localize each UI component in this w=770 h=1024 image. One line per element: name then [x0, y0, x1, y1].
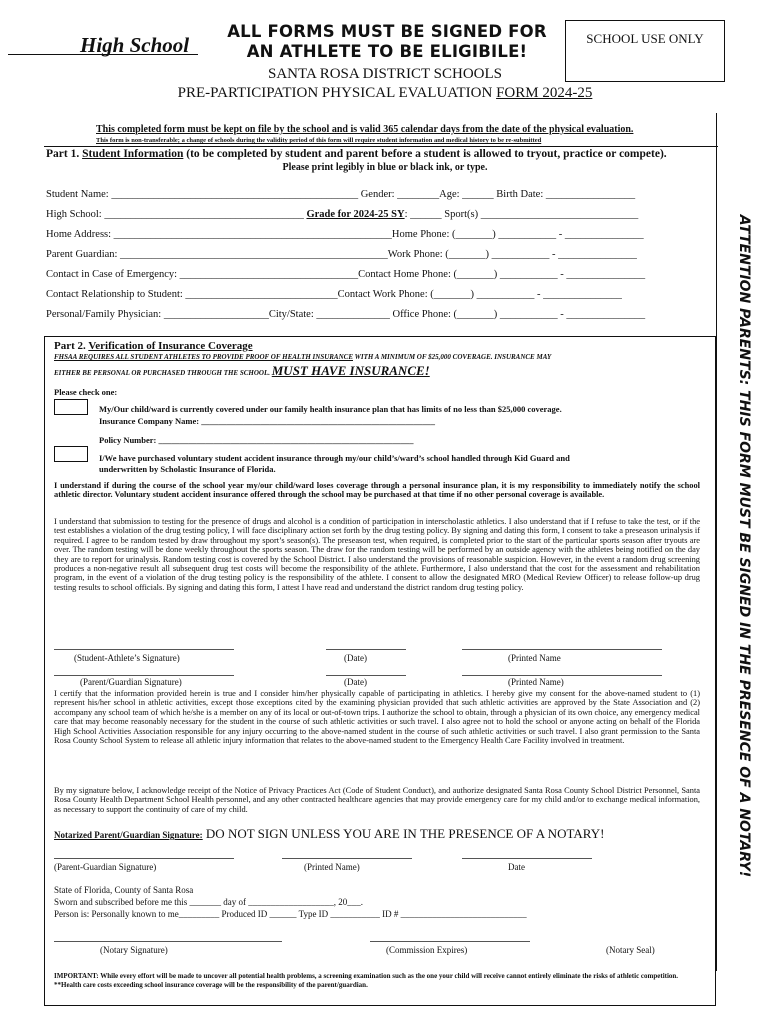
- student-printed-label: (Printed Name: [508, 653, 561, 663]
- field-row-contact-relationship[interactable]: Contact Relationship to Student: _____________________________Contact Work Phone: (_______) ___________ - _______________: [46, 289, 622, 300]
- parent-signature-label: (Parent/Guardian Signature): [80, 677, 182, 687]
- certify-paragraph: I certify that the information provided herein is true and I consider him/her physically capable of participating in athletics. I hereby give my consent for the above-named student to (1) represent his/her school in athletic activities, except those exceptions cited by the examining physician provided that such athletic activities are approved by the State Association and (2) accompany any school team of which he/she is a member on any of its local or out-of-town trips. I authorize the school to obtain, through a physician of its own choice, any emergency medical care that may become reasonably necessary for the student in the course of such athletic activities or such travel. I also agree not to hold the school or anyone acting on behalf of the Florida High School Activities Association responsible for any injury occurring to the above-named student in the course of such athletic activities or such travel. I also grant permission to the Santa Rosa County School System to release all athletic injury information that relates to the above-named student to the Emergency Health Care Facility involved in treatment.: [54, 689, 700, 746]
- header-divider: [44, 146, 718, 147]
- part2-label: Part 2.: [54, 340, 89, 352]
- notary-date-line[interactable]: [462, 858, 592, 859]
- please-check-one: Please check one:: [54, 387, 118, 397]
- notary-attention-vertical-notice: ATTENTION PARENTS: THIS FORM MUST BE SIGNED IN THE PRESENCE OF A NOTARY!: [736, 214, 752, 878]
- parent-printed-label: (Printed Name): [508, 677, 564, 687]
- print-legibly-note: Please print legibly in blue or black ink, or type.: [282, 162, 488, 173]
- commission-expires-line[interactable]: [370, 941, 530, 942]
- form-title-prefix: PRE-PARTICIPATION PHYSICAL EVALUATION: [177, 85, 497, 101]
- state-county: State of Florida, County of Santa Rosa: [54, 885, 194, 895]
- notary-signature-label: (Notary Signature): [100, 945, 168, 955]
- notary-seal-label: (Notary Seal): [606, 945, 655, 955]
- coverage-loss-paragraph: I understand if during the course of the school year my/our child/ward loses coverage through a personal insurance plan, it is my responsibility to immediately notify the school athletic director. Voluntary student accident insurance offered through the school may be purchased at that time if no other personal coverage is available.: [54, 481, 700, 500]
- notarized-heading: [54, 826, 604, 843]
- grade-sport-fields[interactable]: : ______ Sport(s) ______________________________: [404, 209, 639, 220]
- field-row-high-school[interactable]: [46, 209, 638, 220]
- part1-heading: [46, 148, 667, 160]
- notarized-label: Notarized Parent/Guardian Signature:: [54, 830, 203, 840]
- insurance-company-field[interactable]: Insurance Company Name: _______________________________________________________: [99, 416, 435, 426]
- either-text: EITHER BE PERSONAL OR PURCHASED THROUGH THE SCHOOL.: [54, 369, 272, 377]
- notary-printed-name-line[interactable]: [282, 858, 412, 859]
- drug-testing-paragraph: I understand that submission to testing for the presence of drugs and alcohol is a condition of participation in interscholastic athletics. I also understand that if I refuse to take the test, or if the test establishes a violation of the drug testing policy, I will face disciplinary action set forth by the drug testing policy. By signing and dating this form, I consent to take a preseason urinalysis if required. I agree to be random tested by draw throughout my sport’s season(s). The preseason test, when required, is completed prior to the start of the particular sports season after tryouts are over. The random testing will be done weekly throughout the sports season. The draw for the random testing will be performed by an outside agency with the athletes being notified on the day they are to report for urinalysis. Random testing cost is covered by the School District. I also understand the provisions of reasonable suspicion. However, in the event a random drug screening produces a non-negative result all subsequent drug test costs will become the responsibility of the athlete. Furthermore, I also understand that the cost for the assessment and rehabilitation program, in the event of a violation of the drug testing policy is the responsibility of the athlete. I consent to allow the designated MRO (Medical Review Officer) to release follow-up drug testing results to school officials. By signing and dating this form, I attest I have read and understand the district random drug testing policy.: [54, 517, 700, 592]
- keep-on-file-notice: This completed form must be kept on file by the school and is valid 365 calendar days from the date of the physical evaluation.: [96, 124, 634, 135]
- form-title-year: FORM 2024-25: [496, 85, 593, 101]
- fhsaa-underlined: FHSAA REQUIRES ALL STUDENT ATHLETES TO PROVIDE PROOF OF HEALTH INSURANCE: [54, 353, 353, 361]
- grade-label: Grade for 2024-25 SY: [306, 209, 405, 220]
- student-signature-line[interactable]: [54, 649, 234, 650]
- field-row-home-address[interactable]: Home Address: _____________________________________________________Home Phone: (_______) ___________ - _______________: [46, 229, 644, 240]
- insurance-either-line: [54, 363, 430, 378]
- signature-required-banner: [212, 22, 562, 62]
- field-row-student-name[interactable]: Student Name: _______________________________________________ Gender: ________Age: ______ Birth Date: _________________: [46, 189, 636, 200]
- fhsaa-requirement: [54, 352, 551, 362]
- district-title: SANTA ROSA DISTRICT SCHOOLS: [268, 66, 502, 82]
- parent-signature-line[interactable]: [54, 675, 234, 676]
- side-divider: [716, 113, 717, 971]
- checkbox-school-insurance[interactable]: [54, 446, 88, 462]
- notary-printed-name-label: (Printed Name): [304, 862, 360, 872]
- notary-parent-signature-label: (Parent-Guardian Signature): [54, 862, 157, 872]
- high-school-field[interactable]: High School: ______________________________________: [46, 209, 304, 220]
- banner-line-2: AN ATHLETE TO BE ELIGIBILE!: [246, 42, 528, 61]
- field-row-emergency-contact[interactable]: Contact in Case of Emergency: __________________________________Contact Home Phone: (_______) ___________ - _______________: [46, 269, 646, 280]
- fhsaa-rest: WITH A MINIMUM OF $25,000 COVERAGE. INSURANCE MAY: [353, 353, 552, 361]
- parent-printed-name-line[interactable]: [462, 675, 662, 676]
- parent-date-line[interactable]: [326, 675, 406, 676]
- student-date-label: (Date): [344, 653, 367, 663]
- sworn-subscribed-fields[interactable]: Sworn and subscribed before me this _______ day of ___________________, 20___.: [54, 897, 363, 907]
- important-notice: IMPORTANT: While every effort will be made to uncover all potential health problems, a screening examination such as the one your child will receive cannot entirely eliminate the risks of athletic competition. **Health care costs exceeding school insurance coverage will be the responsibility of the parent/guardian.: [54, 972, 679, 989]
- banner-line-1: ALL FORMS MUST BE SIGNED FOR: [227, 22, 547, 41]
- policy-number-field[interactable]: Policy Number: ____________________________________________________________: [99, 435, 414, 445]
- school-use-only-label: SCHOOL USE ONLY: [586, 31, 704, 46]
- must-have-insurance: MUST HAVE INSURANCE!: [271, 363, 430, 378]
- student-date-line[interactable]: [326, 649, 406, 650]
- notary-date-label: Date: [508, 862, 525, 872]
- student-printed-name-line[interactable]: [462, 649, 662, 650]
- field-row-parent-guardian[interactable]: Parent Guardian: ___________________________________________________Work Phone: (_______) ___________ - _______________: [46, 249, 637, 260]
- part2-heading: [54, 340, 253, 352]
- part1-title: Student Information: [82, 148, 184, 160]
- parent-date-label: (Date): [344, 677, 367, 687]
- field-row-physician[interactable]: Personal/Family Physician: ____________________City/State: ______________ Office Phone: (_______) ___________ - _______________: [46, 309, 646, 320]
- notary-parent-signature-line[interactable]: [54, 858, 234, 859]
- part2-title: Verification of Insurance Coverage: [88, 340, 253, 352]
- option2-line2: underwritten by Scholastic Insurance of Florida.: [99, 464, 276, 474]
- option2-line1: I/We have purchased voluntary student accident insurance through my/our child’s/ward’s school handled through Kid Guard and: [99, 453, 570, 463]
- school-label: High School: [80, 33, 190, 57]
- part1-label: Part 1.: [46, 148, 83, 160]
- commission-expires-label: (Commission Expires): [386, 945, 468, 955]
- form-title: [0, 85, 770, 102]
- nontransferable-notice: This form is non-transferable; a change of schools during the validity period of this form will require student information and medical history to be re-submitted: [96, 137, 542, 144]
- person-id-fields[interactable]: Person is: Personally known to me_________ Produced ID ______ Type ID ___________ ID # ____________________________: [54, 909, 527, 919]
- privacy-paragraph: By my signature below, I acknowledge receipt of the Notice of Privacy Practices Act (Code of Student Conduct), and authorize designated Santa Rosa County School District Personnel, Santa Rosa County Health Department School Health personnel, and any other contracted healthcare agencies that may provide emergency care for my child and/or to exchange medical information, as necessary to support the continuity of care of my child.: [54, 786, 700, 814]
- checkbox-family-insurance[interactable]: [54, 399, 88, 415]
- option1-line1: My/Our child/ward is currently covered under our family health insurance plan that has limits of no less than $25,000 coverage.: [99, 404, 562, 414]
- part1-instructions: (to be completed by student and parent before a student is allowed to tryout, practice or compete).: [183, 148, 667, 160]
- notary-signature-line[interactable]: [54, 941, 282, 942]
- student-signature-label: (Student-Athlete’s Signature): [74, 653, 180, 663]
- do-not-sign-warning: DO NOT SIGN UNLESS YOU ARE IN THE PRESENCE OF A NOTARY!: [202, 826, 605, 841]
